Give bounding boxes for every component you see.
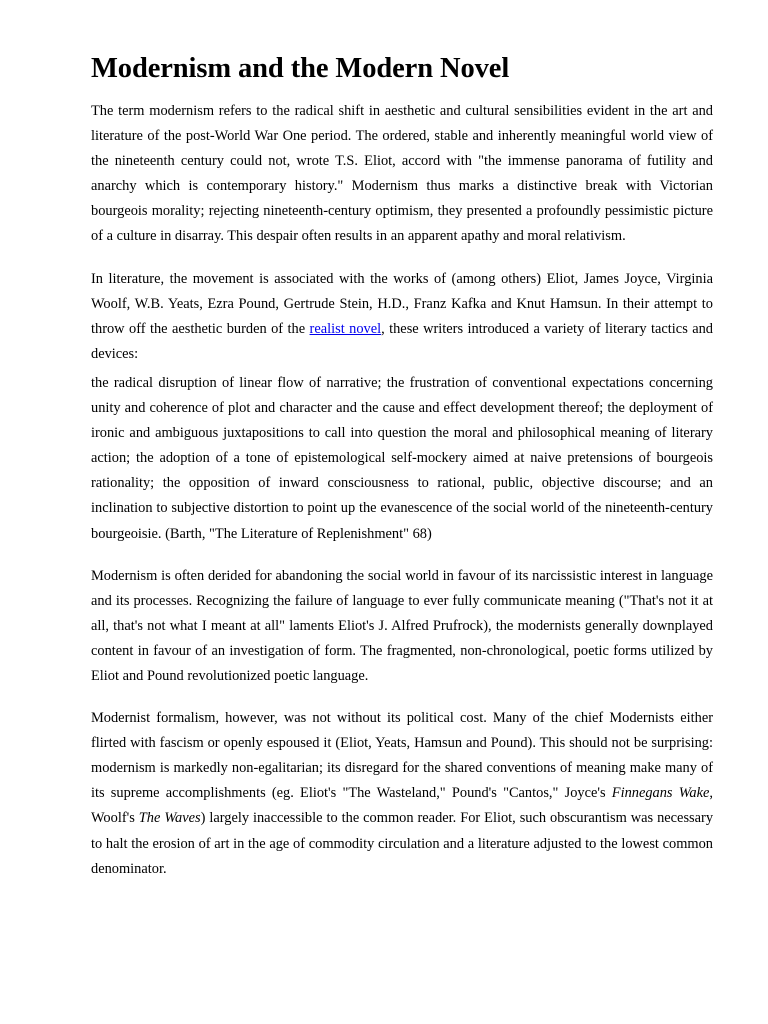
document-page [91, 50, 713, 882]
block-quote: the radical disruption of linear flow of narrative; the frustration of conventional expectations concerning unity and coherence of plot and character and the cause and effect development thereof; the deployment of ironic and ambiguous juxtapositions to call into question the moral and philosophical meaning of literary action; the adoption of a tone of epistemological self-mockery aimed at naive pretensions of bourgeois rationality; the opposition of inward consciousness to rational, public, objective discourse; and an inclination to subjective distortion to point up the evanescence of the social world of the nineteenth-century bourgeoisie. (Barth, "The Literature of Replenishment" 68) [91, 374, 713, 542]
paragraph-language: Modernism is often derided for abandoning the social world in favour of its narcissistic interest in language and its processes. Recognizing the failure of language to ever fully communicate meaning ("That's not it at all, that's not what I meant at all" laments Eliot's J. Alfred Prufrock), the modernists generally downplayed content in favour of an investigation of form. The fragmented, non-chronological, poetic forms utilized by Eliot and Pound revolutionized poetic language. [91, 567, 713, 684]
page-title: Modernism and the Modern Novel [91, 53, 510, 84]
title-the-waves: The Waves [138, 810, 201, 827]
paragraph-formalism-text-2: , Woolf's [91, 785, 713, 827]
paragraph-movement-text-end: , these writers introduced a variety of literary tactics and devices: [91, 320, 713, 362]
paragraph-intro: The term modernism refers to the radical shift in aesthetic and cultural sensibilities evident in the art and literature of the post-World War One period. The ordered, stable and inherently meaningful world view of the nineteenth century could not, wrote T.S. Eliot, accord with "the immense panorama of futility and anarchy which is contemporary history." Modernism thus marks a distinctive break with Victorian bourgeois morality; rejecting nineteenth-century optimism, they presented a profoundly pessimistic picture of a culture in disarray. This despair often results in an apparent apathy and moral relativism. [91, 103, 713, 245]
paragraph-movement-text: In literature, the movement is associated with the works of (among others) Eliot, James Joyce, Virginia Woolf, W.B. Yeats, Ezra Pound, Gertrude Stein, H.D., Franz Kafka and Knut Hamsun. In their attempt to throw off the aesthetic burden of the [91, 270, 713, 337]
realist-novel-link[interactable]: realist novel [309, 320, 382, 337]
paragraph-formalism [91, 706, 713, 882]
paragraph-formalism-text-1: Modernist formalism, however, was not without its political cost. Many of the chief Modernists either flirted with fascism or openly espoused it (Eliot, Yeats, Hamsun and Pound). This should not be surprising: modernism is markedly non-egalitarian; its disregard for the shared conventions of meaning make many of its supreme accomplishments (eg. Eliot's "The Wasteland," Pound's "Cantos," Joyce's [91, 710, 713, 802]
paragraph-formalism-text-3: ) largely inaccessible to the common reader. For Eliot, such obscurantism was necessary to halt the erosion of art in the age of commodity circulation and a literature adjusted to the lowest common denominator. [91, 810, 714, 877]
title-finnegans-wake: Finnegans Wake [611, 785, 710, 802]
paragraph-movement [91, 267, 713, 367]
